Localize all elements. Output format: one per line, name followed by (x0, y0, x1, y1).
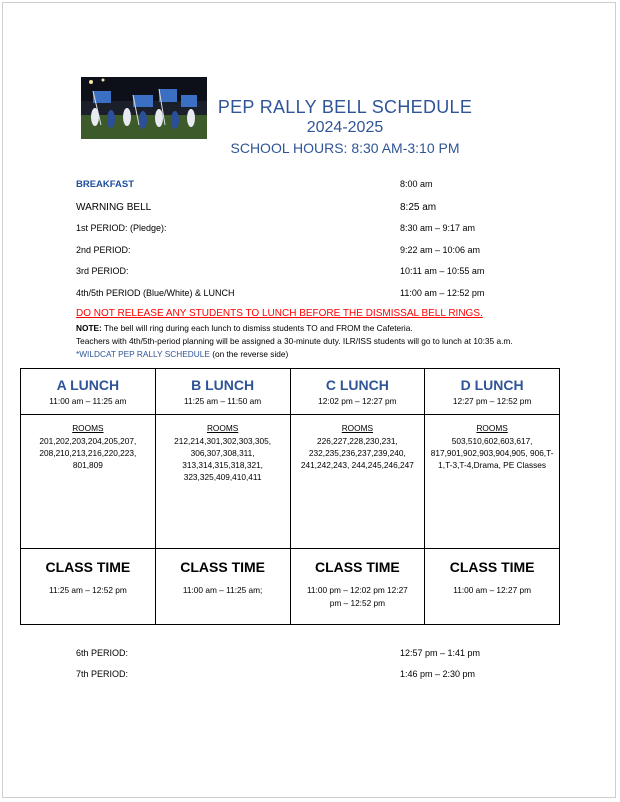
lunch-cell (425, 369, 560, 415)
class-time-value: 11:00 pm – 12:02 pm 12:27 pm – 12:52 pm (306, 585, 408, 608)
lunch-table (20, 368, 560, 625)
class-time-cell (425, 549, 560, 625)
row-time: 8:00 am (400, 179, 433, 189)
class-time-heading: CLASS TIME (180, 559, 266, 575)
row-label: 7th PERIOD: (76, 669, 129, 679)
school-hours: SCHOOL HOURS: 8:30 AM-3:10 PM (230, 140, 460, 156)
class-time-cell (21, 549, 156, 625)
class-time-heading: CLASS TIME (314, 559, 400, 575)
class-time-value: 11:00 am – 12:27 pm (453, 585, 532, 595)
note-line1: The bell will ring during each lunch to dismiss students TO and FROM the Cafeteria. (103, 323, 413, 333)
note-prefix: NOTE: (76, 323, 102, 333)
note-text (76, 322, 546, 361)
lunch-range: 11:25 am – 11:50 am (184, 396, 262, 406)
row-time: 9:22 am – 10:06 am (400, 245, 481, 255)
class-time-heading: CLASS TIME (449, 559, 535, 575)
row-time: 8:25 am (400, 202, 437, 213)
row-time: 11:00 am – 12:52 pm (400, 288, 485, 298)
lunch-release-warning: DO NOT RELEASE ANY STUDENTS TO LUNCH BEFORE THE DISMISSAL BELL RINGS. (76, 308, 483, 319)
class-time-value: 11:25 am – 12:52 pm (48, 585, 127, 595)
class-time-heading: CLASS TIME (45, 559, 131, 575)
lunch-name: D LUNCH (460, 377, 524, 393)
row-label: 1st PERIOD: (Pledge): (76, 223, 167, 233)
class-time-row (21, 549, 560, 625)
class-time-cell (290, 549, 425, 625)
row-time: 8:30 am – 9:17 am (400, 223, 476, 233)
row-label: BREAKFAST (76, 179, 135, 190)
lunch-cell (155, 369, 290, 415)
row-time: 10:11 am – 10:55 am (400, 266, 485, 276)
rooms-heading: ROOMS (341, 423, 374, 433)
rooms-cell (290, 415, 425, 549)
rooms-heading: ROOMS (72, 423, 104, 433)
lunch-name: A LUNCH (56, 377, 120, 393)
row-label: 6th PERIOD: (76, 648, 129, 658)
rooms-list: 212,214,301,302,303,305, 306,307,308,311, 313,314,315,318,321, 323,325,409,410,411 (174, 436, 272, 482)
class-time-value: 11:00 am – 11:25 am; (182, 585, 263, 595)
lunch-range: 12:27 pm – 12:52 pm (452, 396, 532, 406)
row-label: 3rd PERIOD: (76, 266, 129, 276)
rooms-cell (21, 415, 156, 549)
rooms-list: 201,202,203,204,205,207, 208,210,213,216,220,223, 801,809 (39, 436, 137, 470)
row-label: WARNING BELL (76, 202, 152, 213)
row-label: 4th/5th PERIOD (Blue/White) & LUNCH (76, 288, 235, 298)
rooms-list: 503,510,602,603,617, 817,901,902,903,904,905, 906,T-1,T-3,T-4,Drama, PE Classes (430, 436, 554, 470)
rooms-list: 226,227,228,230,231, 232,235,236,237,239,240, 241,242,243, 244,245,246,247 (300, 436, 414, 470)
row-time: 1:46 pm – 2:30 pm (400, 669, 476, 679)
row-time: 12:57 pm – 1:41 pm (400, 648, 481, 658)
lunch-range: 12:02 pm – 12:27 pm (318, 396, 397, 406)
rooms-heading: ROOMS (206, 423, 239, 433)
pep-rally-photo (81, 77, 207, 139)
wildcat-schedule-link[interactable]: *WILDCAT PEP RALLY SCHEDULE (76, 349, 210, 359)
note-suffix: (on the reverse side) (212, 349, 289, 359)
lunch-header-row (21, 369, 560, 415)
lunch-name: B LUNCH (191, 377, 255, 393)
rooms-heading: ROOMS (476, 423, 508, 433)
class-time-cell (155, 549, 290, 625)
rooms-cell (425, 415, 560, 549)
rooms-cell (155, 415, 290, 549)
school-year: 2024-2025 (306, 119, 384, 136)
lunch-name: C LUNCH (325, 377, 389, 393)
row-label: 2nd PERIOD: (76, 245, 131, 255)
note-line2: Teachers with 4th/5th-period planning will be assigned a 30-minute duty. ILR/ISS students will go to lunch at 10:35 a.m. (76, 336, 513, 346)
page-title: PEP RALLY BELL SCHEDULE (217, 97, 473, 117)
rooms-row (21, 415, 560, 549)
lunch-range: 11:00 am – 11:25 am (49, 396, 127, 406)
lunch-cell (21, 369, 156, 415)
lunch-cell (290, 369, 425, 415)
